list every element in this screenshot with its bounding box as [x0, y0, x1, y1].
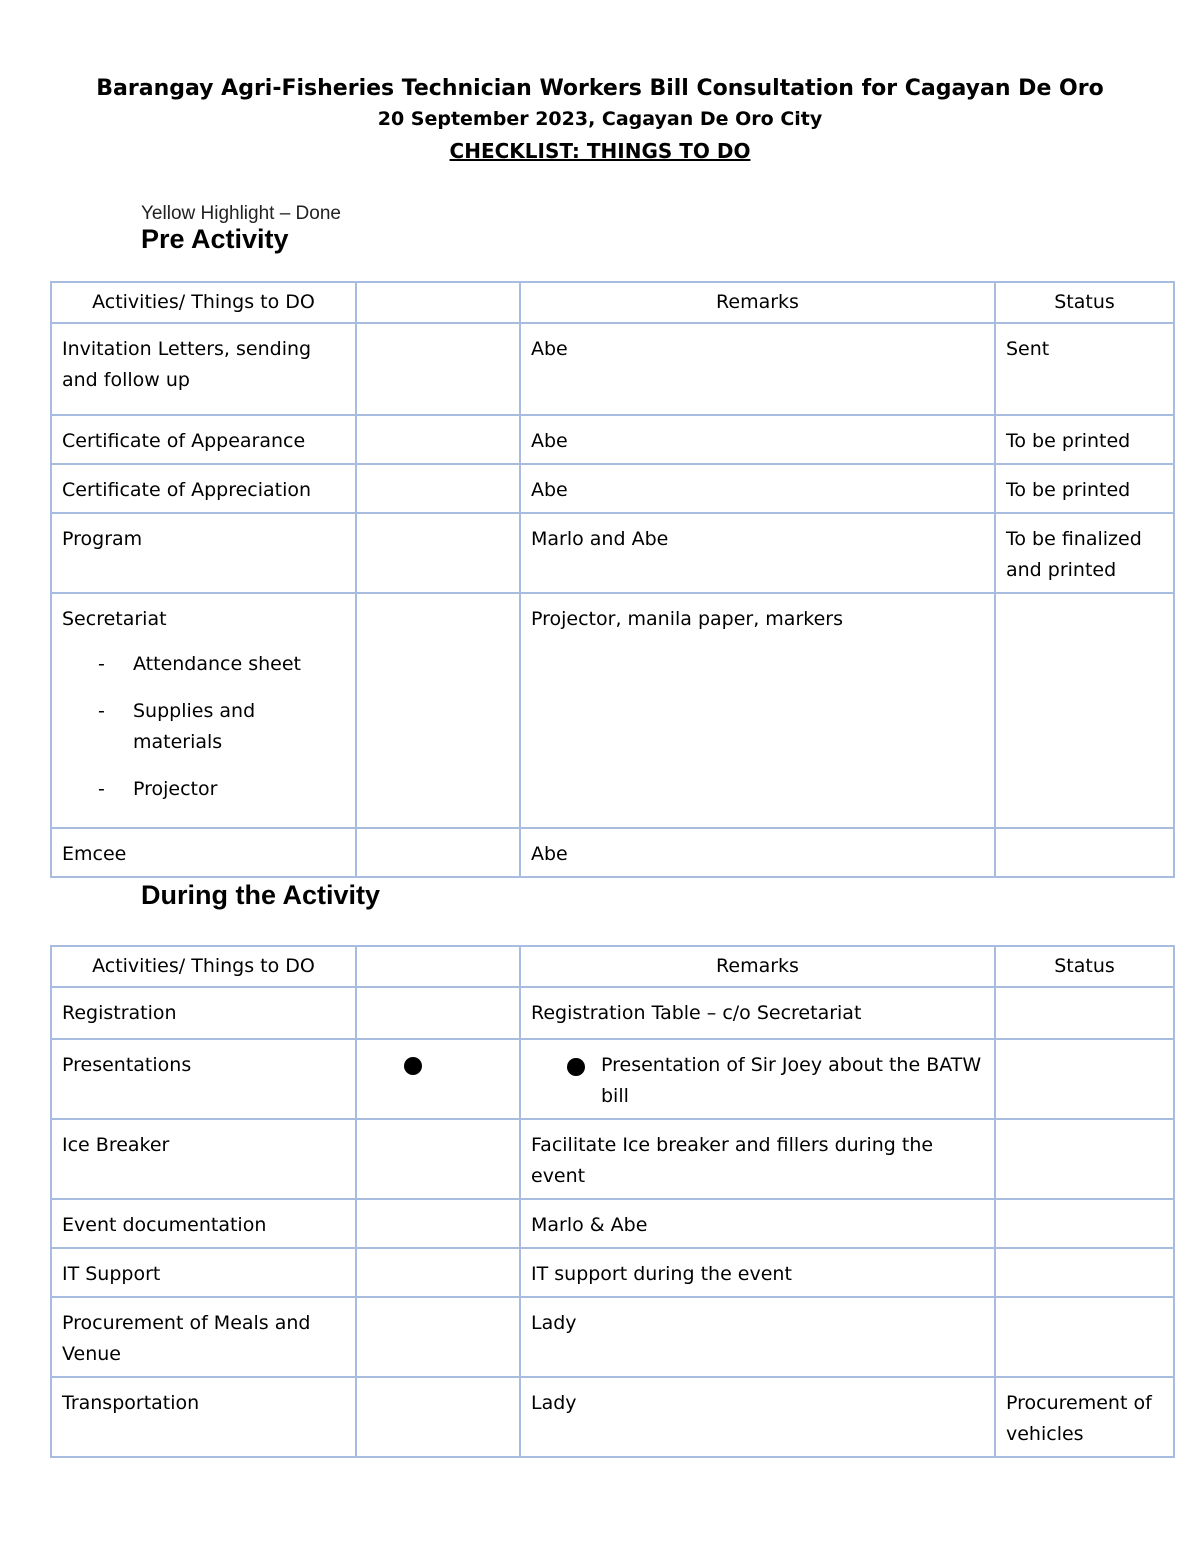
activity-cell: Certificate of Appearance [51, 415, 356, 464]
bullet-cell [356, 1039, 520, 1119]
table-row [51, 1119, 1174, 1199]
status-cell: To be printed [995, 464, 1174, 513]
status-cell [995, 1248, 1174, 1297]
status-cell: To be finalized and printed [995, 513, 1174, 593]
table-row [51, 1039, 1174, 1119]
subitem-list [62, 649, 345, 805]
status-cell [995, 1199, 1174, 1248]
legend-note: Yellow Highlight – Done [141, 203, 341, 224]
empty-cell [356, 464, 520, 513]
list-item: - Attendance sheet [62, 649, 345, 680]
checklist-heading: CHECKLIST: THINGS TO DO [449, 139, 751, 163]
table-row [51, 593, 1174, 828]
column-header [356, 282, 520, 323]
table-header-row [51, 946, 1174, 987]
empty-cell [356, 1377, 520, 1457]
empty-cell [356, 513, 520, 593]
table-row [51, 513, 1174, 593]
activity-cell: IT Support [51, 1248, 356, 1297]
table-row [51, 323, 1174, 415]
remarks-cell: Registration Table – c/o Secretariat [520, 987, 995, 1039]
pre-activity-heading: Pre Activity [141, 224, 289, 254]
remarks-cell: Abe [520, 415, 995, 464]
activity-cell: Program [51, 513, 356, 593]
activity-cell [51, 593, 356, 828]
table-row [51, 828, 1174, 877]
bulleted-remark [531, 1050, 984, 1112]
empty-cell [356, 1297, 520, 1377]
table-row [51, 987, 1174, 1039]
table-row [51, 464, 1174, 513]
column-header: Remarks [520, 946, 995, 987]
remarks-cell: Abe [520, 464, 995, 513]
empty-cell [356, 415, 520, 464]
bullet-dot-icon [404, 1057, 422, 1075]
empty-cell [356, 1248, 520, 1297]
activity-label: Secretariat [62, 608, 167, 630]
activity-cell: Emcee [51, 828, 356, 877]
table-row [51, 1377, 1174, 1457]
remarks-cell: Facilitate Ice breaker and fillers during the event [520, 1119, 995, 1199]
table-row [51, 415, 1174, 464]
remarks-cell: Lady [520, 1377, 995, 1457]
table-header-row [51, 282, 1174, 323]
document-title: Barangay Agri-Fisheries Technician Workers Bill Consultation for Cagayan De Oro [96, 76, 1104, 101]
activity-cell: Certificate of Appreciation [51, 464, 356, 513]
table-row [51, 1248, 1174, 1297]
status-cell [995, 1119, 1174, 1199]
remarks-cell [520, 1039, 995, 1119]
during-activity-table [50, 945, 1175, 1458]
remarks-cell: IT support during the event [520, 1248, 995, 1297]
activity-cell: Ice Breaker [51, 1119, 356, 1199]
empty-cell [356, 1119, 520, 1199]
remarks-cell: Abe [520, 828, 995, 877]
activity-cell: Invitation Letters, sending and follow up [51, 323, 356, 415]
activity-cell: Presentations [51, 1039, 356, 1119]
status-cell: To be printed [995, 415, 1174, 464]
column-header: Remarks [520, 282, 995, 323]
activity-cell: Transportation [51, 1377, 356, 1457]
during-activity-heading: During the Activity [141, 880, 381, 910]
empty-cell [356, 593, 520, 828]
table-row [51, 1199, 1174, 1248]
remarks-cell: Abe [520, 323, 995, 415]
status-cell [995, 1297, 1174, 1377]
table-row [51, 1297, 1174, 1377]
status-cell: Sent [995, 323, 1174, 415]
column-header: Status [995, 946, 1174, 987]
column-header: Status [995, 282, 1174, 323]
date-place: 20 September 2023, Cagayan De Oro City [377, 108, 823, 130]
column-header: Activities/ Things to DO [51, 946, 356, 987]
status-cell [995, 987, 1174, 1039]
remarks-cell: Marlo & Abe [520, 1199, 995, 1248]
remark-text: Presentation of Sir Joey about the BATW bill [601, 1054, 982, 1107]
remarks-cell: Projector, manila paper, markers [520, 593, 995, 828]
empty-cell [356, 987, 520, 1039]
status-cell [995, 1039, 1174, 1119]
pre-activity-table [50, 281, 1175, 878]
column-header [356, 946, 520, 987]
list-item: - Projector [62, 774, 345, 805]
empty-cell [356, 828, 520, 877]
status-cell [995, 593, 1174, 828]
activity-cell: Procurement of Meals and Venue [51, 1297, 356, 1377]
empty-cell [356, 323, 520, 415]
column-header: Activities/ Things to DO [51, 282, 356, 323]
remarks-cell: Marlo and Abe [520, 513, 995, 593]
bullet-dot-icon [567, 1058, 585, 1076]
remarks-cell: Lady [520, 1297, 995, 1377]
activity-cell: Registration [51, 987, 356, 1039]
list-item: - Supplies and materials [62, 696, 345, 758]
status-cell [995, 828, 1174, 877]
empty-cell [356, 1199, 520, 1248]
activity-cell: Event documentation [51, 1199, 356, 1248]
status-cell: Procurement of vehicles [995, 1377, 1174, 1457]
